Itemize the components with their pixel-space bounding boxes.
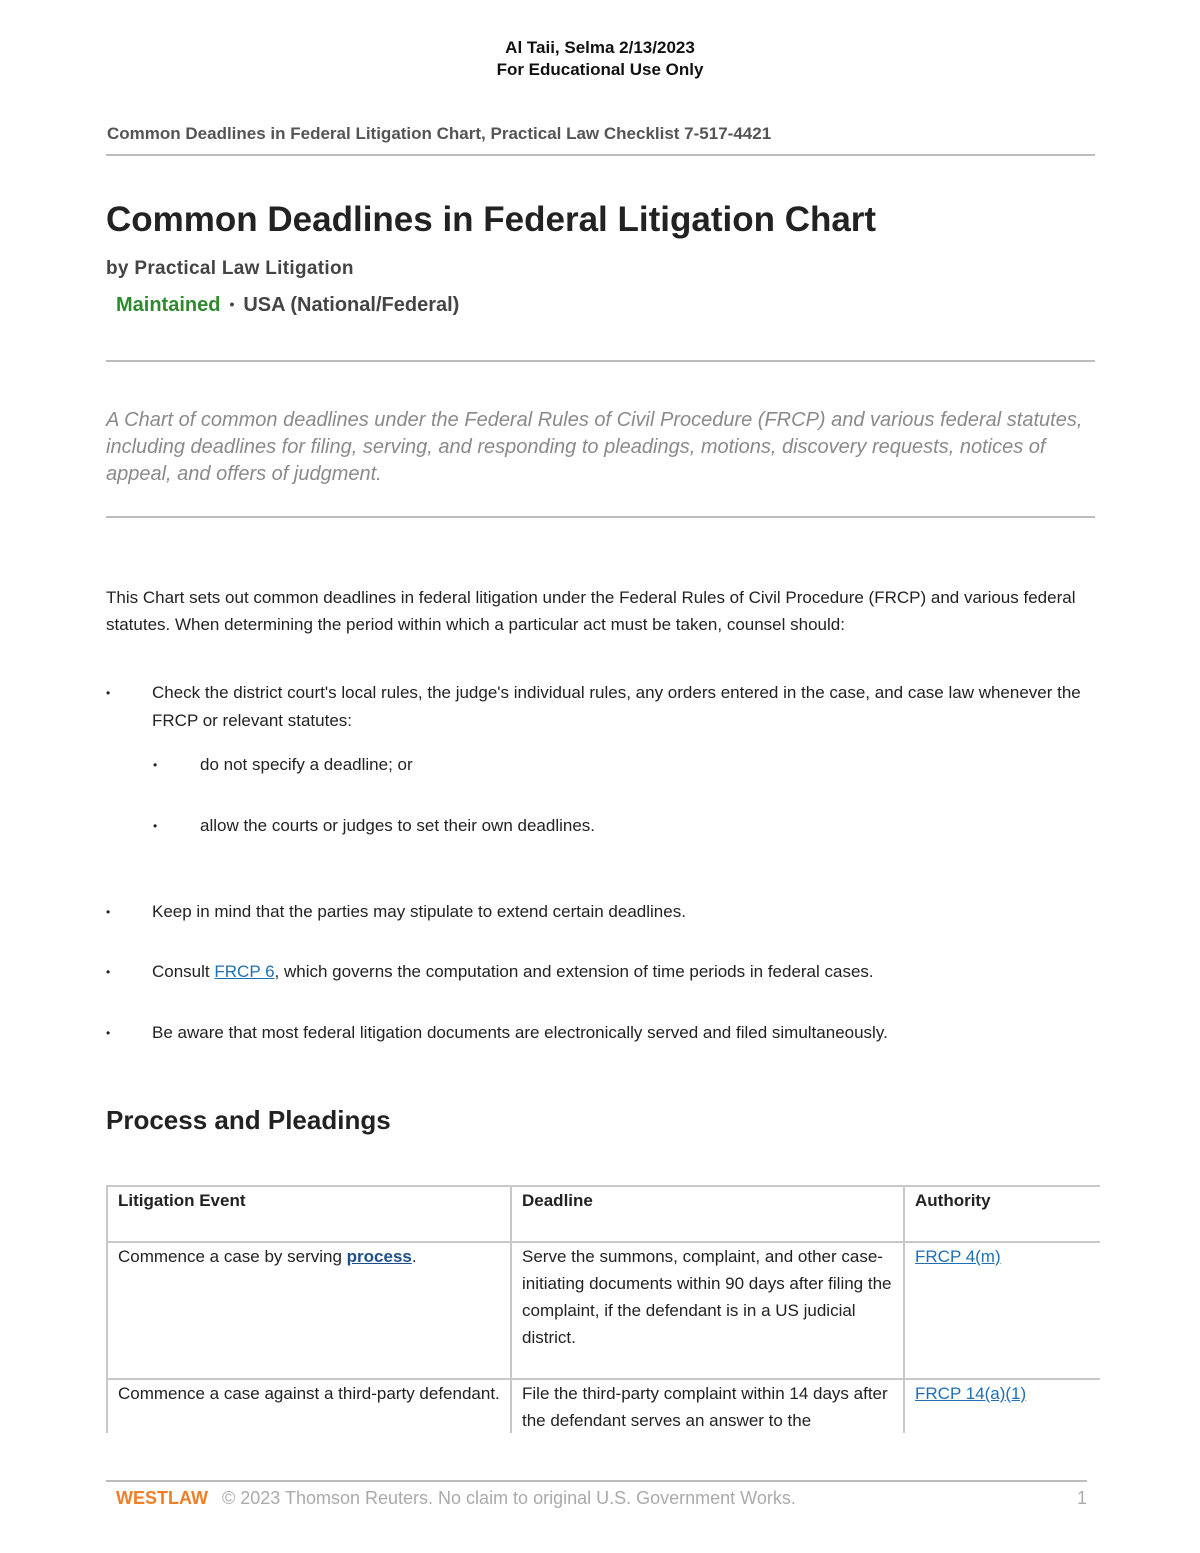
bullet-text-suffix: , which governs the computation and extension of time periods in federal cases.	[274, 962, 874, 981]
authority-cell	[904, 1379, 1100, 1433]
event-cell: Commence a case against a third-party defendant.	[107, 1379, 511, 1433]
bullet-mark: •	[106, 905, 111, 919]
frcp-4m-link[interactable]: FRCP 4(m)	[915, 1247, 1001, 1266]
abstract-top-divider	[106, 360, 1095, 362]
bullet-text: Be aware that most federal litigation documents are electronically served and filed simultaneously.	[152, 1023, 888, 1042]
jurisdiction: USA (National/Federal)	[243, 294, 460, 316]
list-item	[153, 751, 1053, 781]
authority-cell	[904, 1242, 1100, 1379]
deadlines-table-container	[106, 1185, 1100, 1433]
abstract-bottom-divider	[106, 516, 1095, 518]
table-header-row	[107, 1186, 1100, 1242]
running-title: Common Deadlines in Federal Litigation Chart, Practical Law Checklist 7-517-4421	[107, 124, 772, 143]
column-header-event: Litigation Event	[107, 1186, 511, 1242]
bullet-mark: •	[153, 758, 158, 772]
bullet-text	[152, 958, 1096, 986]
bullet-text: do not specify a deadline; or	[200, 755, 413, 774]
deadlines-table	[106, 1185, 1100, 1433]
frcp-14a1-link[interactable]: FRCP 14(a)(1)	[915, 1384, 1027, 1403]
list-item	[106, 898, 1096, 928]
list-item	[106, 958, 1096, 988]
bullet-text: allow the courts or judges to set their own deadlines.	[200, 816, 596, 835]
event-suffix: .	[411, 1247, 417, 1266]
westlaw-logo: WESTLAW	[116, 1488, 208, 1508]
document-title: Common Deadlines in Federal Litigation Chart	[106, 200, 877, 239]
section-heading: Process and Pleadings	[106, 1105, 391, 1135]
process-link[interactable]: process	[346, 1247, 412, 1266]
bullet-mark: •	[106, 1026, 111, 1040]
table-row	[107, 1379, 1100, 1433]
user-date-line: Al Taii, Selma 2/13/2023	[505, 38, 695, 57]
frcp-6-link[interactable]: FRCP 6	[214, 962, 275, 981]
column-header-authority: Authority	[904, 1186, 1100, 1242]
deadline-cell: Serve the summons, complaint, and other case-initiating documents within 90 days after filing the complaint, if the defendant is in a US judicial district.	[511, 1242, 904, 1379]
bullet-text-prefix: Consult	[152, 962, 215, 981]
bullet-text: Check the district court's local rules, the judge's individual rules, any orders entered in the case, and case law whenever the FRCP or relevant statutes:	[152, 683, 1081, 730]
print-header	[0, 37, 1200, 81]
event-text: Commence a case by serving	[118, 1247, 347, 1266]
event-cell	[107, 1242, 511, 1379]
bullet-text: Keep in mind that the parties may stipulate to extend certain deadlines.	[152, 902, 686, 921]
bullet-mark: •	[106, 686, 111, 700]
intro-paragraph: This Chart sets out common deadlines in federal litigation under the Federal Rules of Civil Procedure (FRCP) and various federal statutes. When determining the period within which a particular act must be taken, counsel should:	[106, 588, 1076, 634]
page-number: 1	[1076, 1488, 1087, 1508]
educational-use-line: For Educational Use Only	[496, 60, 704, 79]
byline: by Practical Law Litigation	[106, 258, 354, 279]
page-footer	[116, 1488, 1087, 1509]
status-line	[116, 294, 459, 317]
column-header-deadline: Deadline	[511, 1186, 904, 1242]
maintained-status: Maintained	[116, 294, 221, 316]
list-item	[106, 1019, 1096, 1049]
table-row	[107, 1242, 1100, 1379]
footer-divider	[106, 1480, 1087, 1482]
deadline-cell: File the third-party complaint within 14 days after the defendant serves an answer to the	[511, 1379, 904, 1433]
bullet-mark: •	[106, 965, 111, 979]
copyright-notice: © 2023 Thomson Reuters. No claim to original U.S. Government Works.	[222, 1488, 796, 1508]
header-divider	[106, 154, 1095, 156]
bullet-mark: •	[153, 819, 158, 833]
separator-dot: •	[229, 296, 235, 312]
list-item	[106, 679, 1096, 739]
abstract: A Chart of common deadlines under the Federal Rules of Civil Procedure (FRCP) and various federal statutes, including deadlines for filing, serving, and responding to pleadings, motions, discovery requests, notices of appeal, and offers of judgment.	[106, 409, 1083, 485]
list-item	[153, 812, 1053, 842]
